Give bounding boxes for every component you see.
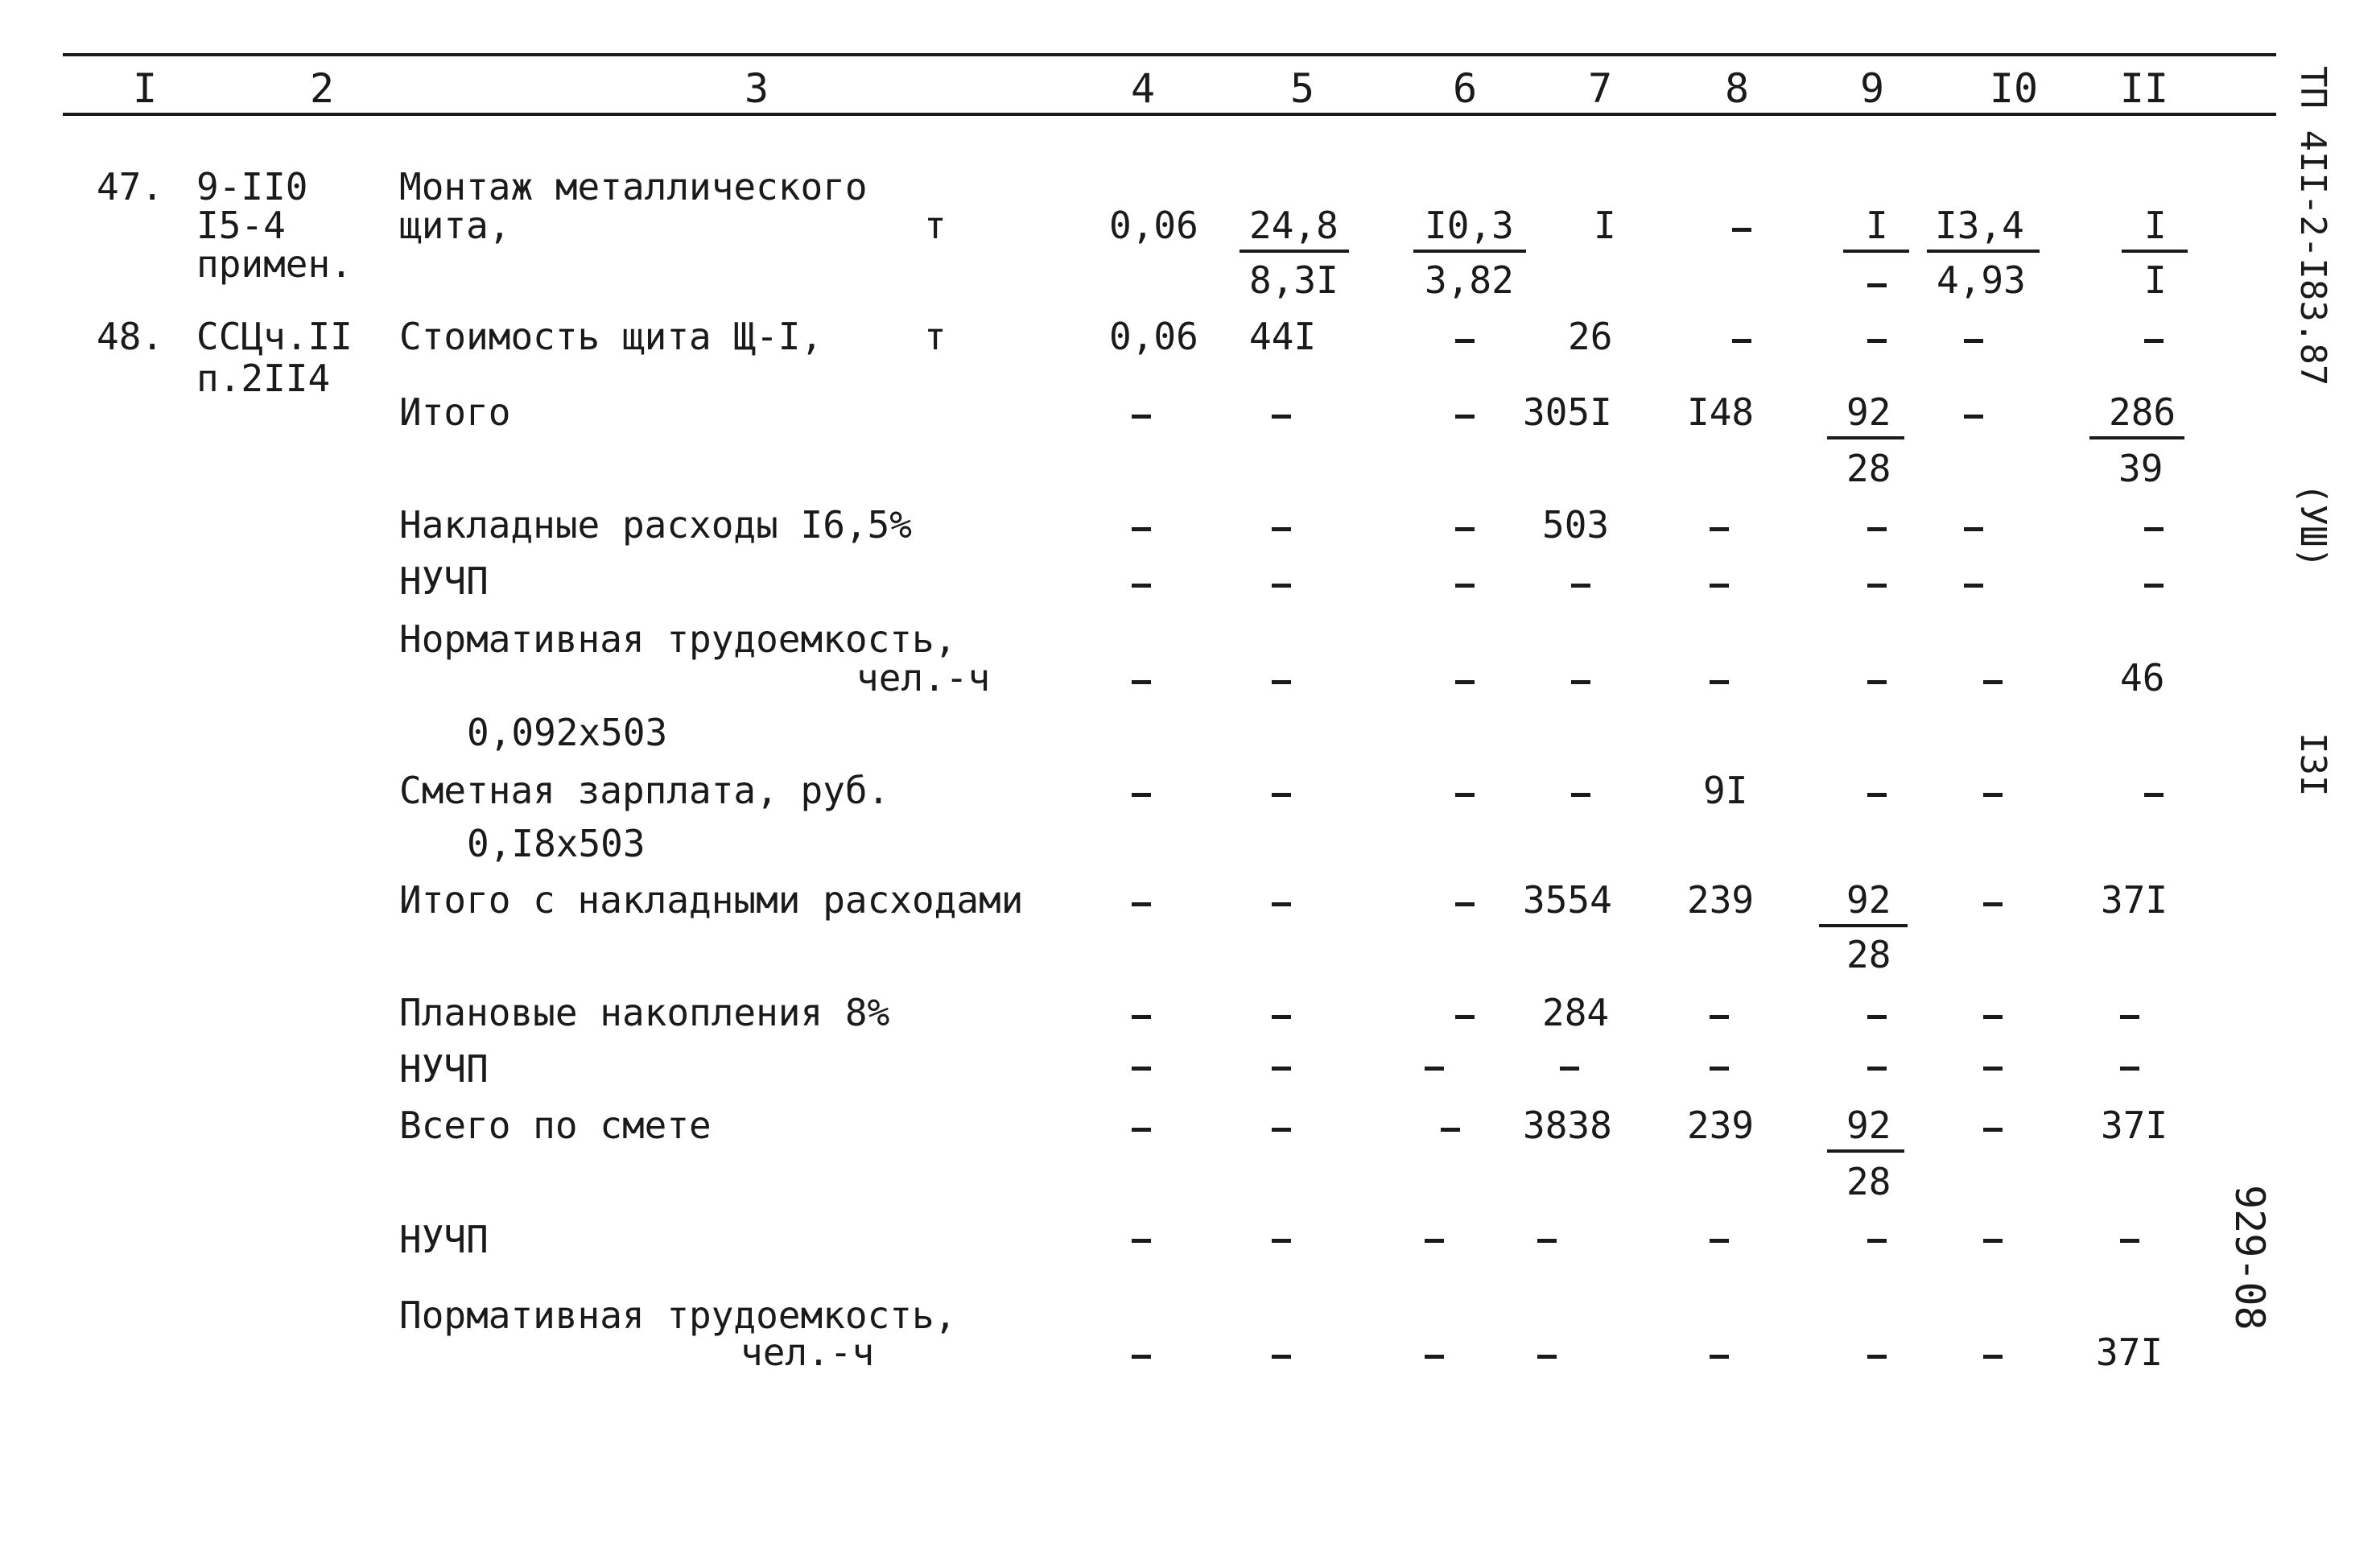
- value: 3838: [1523, 1104, 1612, 1147]
- row-number: 48.: [97, 315, 164, 358]
- value: 37I: [2096, 1331, 2164, 1374]
- empty-dash: [1272, 415, 1291, 419]
- empty-dash: [1983, 1355, 2003, 1359]
- fraction-line: [1827, 1149, 1904, 1153]
- empty-dash: [1272, 680, 1291, 684]
- empty-dash: [1537, 1239, 1557, 1243]
- fraction-bottom: I: [2144, 258, 2167, 302]
- fraction-line: [1927, 250, 2040, 253]
- empty-dash: [1983, 1067, 2003, 1071]
- empty-dash: [1964, 339, 1983, 343]
- empty-dash: [1964, 415, 1983, 419]
- fraction-line: [2089, 436, 2184, 439]
- page-number: I3I: [2292, 732, 2333, 797]
- empty-dash: [1132, 902, 1151, 906]
- empty-dash: [1867, 793, 1887, 797]
- reference: примен.: [196, 242, 353, 286]
- empty-dash: [1132, 415, 1151, 419]
- item-name: Нормативная трудоемкость,: [399, 617, 957, 661]
- empty-dash: [1732, 339, 1751, 343]
- item-name: Итого с накладными расходами: [399, 878, 1024, 922]
- empty-dash: [1710, 1067, 1729, 1071]
- empty-dash: [1867, 339, 1887, 343]
- sheet-number: 929-08: [2226, 1185, 2273, 1331]
- empty-dash: [1983, 680, 2003, 684]
- empty-dash: [1867, 1355, 1887, 1359]
- fraction-top: 286: [2109, 390, 2176, 434]
- item-name: Итого: [399, 390, 511, 434]
- row-number: 47.: [97, 165, 164, 208]
- empty-dash: [1272, 1067, 1291, 1071]
- fraction-line: [2122, 250, 2188, 253]
- value: 3554: [1523, 878, 1612, 922]
- empty-dash: [1272, 793, 1291, 797]
- empty-dash: [1441, 1128, 1460, 1132]
- empty-dash: [1132, 1239, 1151, 1243]
- empty-dash: [1983, 1128, 2003, 1132]
- value: 37I: [2101, 1104, 2168, 1147]
- col-header-10: I0: [1989, 65, 2039, 112]
- fraction-top: 92: [1846, 390, 1891, 434]
- empty-dash: [1455, 415, 1475, 419]
- empty-dash: [1455, 527, 1475, 531]
- col-header-5: 5: [1289, 65, 1315, 112]
- quantity: 0,06: [1109, 315, 1198, 358]
- quantity: 0,06: [1109, 204, 1198, 247]
- empty-dash: [1455, 339, 1475, 343]
- empty-dash: [1560, 1067, 1579, 1071]
- item-name: НУЧП: [399, 1047, 489, 1091]
- fraction-top: I: [1866, 204, 1888, 247]
- fraction-top: I: [2144, 204, 2167, 247]
- empty-dash: [1710, 527, 1729, 531]
- empty-dash: [1425, 1355, 1444, 1359]
- empty-dash: [1455, 584, 1475, 588]
- item-name: щита,: [399, 204, 511, 247]
- empty-dash: [1710, 584, 1729, 588]
- empty-dash: [2144, 584, 2164, 588]
- empty-dash: [1425, 1239, 1444, 1243]
- fraction-line: [1843, 250, 1909, 253]
- header-bottom-rule: [63, 113, 2276, 116]
- empty-dash: [1867, 1239, 1887, 1243]
- empty-dash: [1983, 1015, 2003, 1019]
- item-name: Пормативная трудоемкость,: [399, 1294, 957, 1337]
- empty-dash: [1537, 1355, 1557, 1359]
- empty-dash: [1455, 902, 1475, 906]
- empty-dash: [2144, 527, 2164, 531]
- empty-dash: [2144, 339, 2164, 343]
- empty-dash: [1867, 584, 1887, 588]
- empty-dash: [1132, 680, 1151, 684]
- item-name: НУЧП: [399, 559, 489, 603]
- empty-dash: [1132, 1015, 1151, 1019]
- fraction-top: 92: [1846, 878, 1891, 922]
- col-header-3: 3: [744, 65, 769, 112]
- col-header-2: 2: [309, 65, 335, 112]
- reference: 9-II0: [196, 165, 308, 208]
- value: 239: [1687, 878, 1755, 922]
- empty-dash: [2120, 1239, 2139, 1243]
- empty-dash: [1132, 1355, 1151, 1359]
- fraction-top: 24,8: [1249, 204, 1339, 247]
- value: 44I: [1249, 315, 1317, 358]
- empty-dash: [1964, 584, 1983, 588]
- col-header-6: 6: [1452, 65, 1478, 112]
- value: I: [1594, 204, 1616, 247]
- empty-dash: [1571, 680, 1590, 684]
- fraction-bottom: 28: [1846, 447, 1891, 490]
- item-name: Сметная зарплата, руб.: [399, 769, 890, 812]
- empty-dash: [1272, 1355, 1291, 1359]
- empty-dash: [1710, 1015, 1729, 1019]
- col-header-9: 9: [1859, 65, 1885, 112]
- fraction-top: I0,3: [1425, 204, 1514, 247]
- fraction-line: [1819, 924, 1908, 927]
- empty-dash: [1867, 1015, 1887, 1019]
- empty-dash: [2120, 1015, 2139, 1019]
- empty-dash: [1272, 584, 1291, 588]
- item-name: Монтаж металлического: [399, 165, 868, 208]
- empty-dash: [1983, 1239, 2003, 1243]
- value: 239: [1687, 1104, 1755, 1147]
- empty-dash: [1867, 1067, 1887, 1071]
- fraction-top: 92: [1846, 1104, 1891, 1147]
- value: 26: [1568, 315, 1613, 358]
- empty-dash: [1710, 680, 1729, 684]
- empty-dash: [1272, 1128, 1291, 1132]
- fraction-line: [1240, 250, 1349, 253]
- calculation: 0,I8x503: [467, 822, 646, 865]
- empty-dash: [1132, 527, 1151, 531]
- empty-dash: [1710, 1239, 1729, 1243]
- fraction-top: I3,4: [1935, 204, 2024, 247]
- empty-dash: [1710, 1355, 1729, 1359]
- item-unit-line: чел.-ч: [856, 656, 991, 699]
- col-header-8: 8: [1724, 65, 1750, 112]
- empty-dash: [1571, 793, 1590, 797]
- empty-dash: [1732, 228, 1751, 232]
- empty-dash: [1132, 1067, 1151, 1071]
- calculation: 0,092x503: [467, 711, 668, 754]
- empty-dash: [1455, 793, 1475, 797]
- empty-dash: [1272, 527, 1291, 531]
- empty-dash: [1867, 527, 1887, 531]
- reference: п.2II4: [196, 357, 331, 400]
- value: 46: [2120, 656, 2165, 699]
- document-code: ТП 4II-2-I83.87: [2292, 66, 2333, 386]
- item-name: НУЧП: [399, 1218, 489, 1261]
- col-header-1: I: [132, 65, 158, 112]
- empty-dash: [2144, 793, 2164, 797]
- empty-dash: [1132, 1128, 1151, 1132]
- fraction-bottom: 8,3I: [1249, 258, 1339, 302]
- value: 37I: [2101, 878, 2168, 922]
- header-top-rule: [63, 53, 2276, 56]
- item-name: Накладные расходы I6,5%: [399, 503, 912, 547]
- value: 284: [1542, 991, 1610, 1034]
- empty-dash: [1983, 793, 2003, 797]
- reference: ССЦч.II: [196, 315, 353, 358]
- document-part: (УШ): [2292, 483, 2333, 568]
- col-header-4: 4: [1130, 65, 1156, 112]
- empty-dash: [1425, 1067, 1444, 1071]
- empty-dash: [1867, 680, 1887, 684]
- empty-dash: [1964, 527, 1983, 531]
- unit: т: [924, 315, 947, 358]
- empty-dash: [1983, 902, 2003, 906]
- empty-dash: [1132, 584, 1151, 588]
- value: 305I: [1523, 390, 1612, 434]
- item-name: Плановые накопления 8%: [399, 991, 890, 1034]
- empty-dash: [1455, 1015, 1475, 1019]
- empty-dash: [2120, 1067, 2139, 1071]
- empty-dash: [1272, 902, 1291, 906]
- empty-dash: [1132, 793, 1151, 797]
- item-name: Стоимость щита Щ-I,: [399, 315, 823, 358]
- item-unit-line: чел.-ч: [740, 1331, 875, 1374]
- reference: I5-4: [196, 204, 286, 247]
- fraction-bottom: 28: [1846, 933, 1891, 976]
- value: 503: [1542, 503, 1610, 547]
- empty-dash: [1455, 680, 1475, 684]
- fraction-line: [1827, 436, 1904, 439]
- value: I48: [1687, 390, 1755, 434]
- empty-dash: [1571, 584, 1590, 588]
- col-header-11: II: [2119, 65, 2169, 112]
- item-name: Всего по смете: [399, 1104, 712, 1147]
- empty-dash: [1867, 283, 1887, 287]
- fraction-bottom: 4,93: [1937, 258, 2026, 302]
- fraction-line: [1413, 250, 1526, 253]
- empty-dash: [1272, 1239, 1291, 1243]
- empty-dash: [1272, 1015, 1291, 1019]
- fraction-bottom: 3,82: [1425, 258, 1514, 302]
- unit: т: [924, 204, 947, 247]
- fraction-bottom: 39: [2118, 447, 2164, 490]
- col-header-7: 7: [1587, 65, 1613, 112]
- value: 9I: [1703, 769, 1748, 812]
- fraction-bottom: 28: [1846, 1160, 1891, 1203]
